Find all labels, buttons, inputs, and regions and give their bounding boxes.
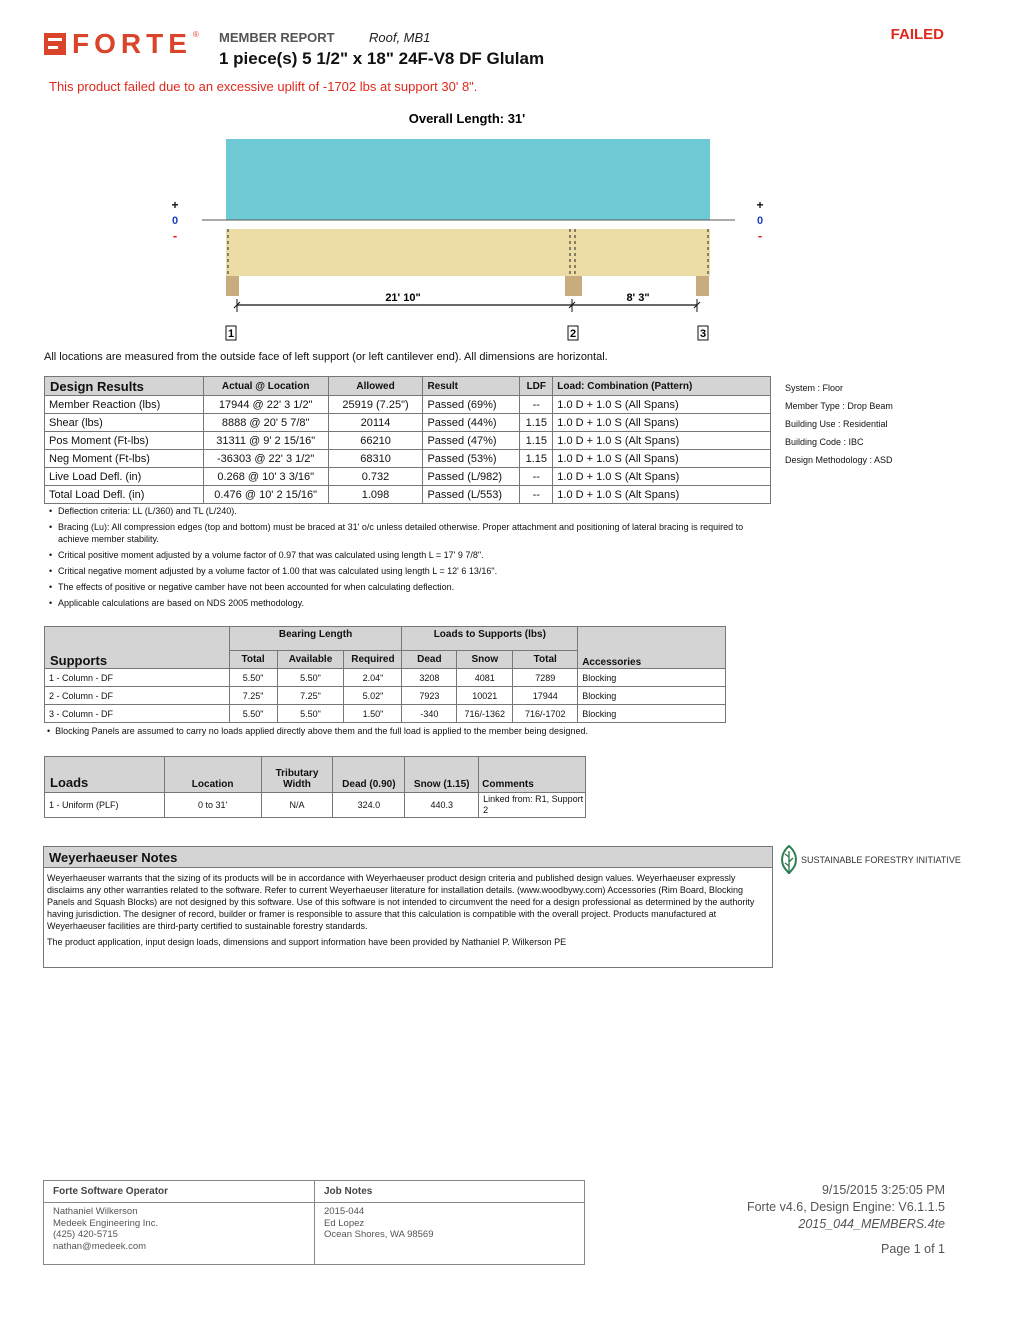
table-cell: Neg Moment (Ft-lbs): [45, 450, 204, 468]
table-cell: 66210: [328, 432, 423, 450]
span-2-length: 8' 3": [626, 292, 650, 304]
supports-table: [44, 626, 726, 723]
table-cell: 4081: [457, 669, 513, 687]
table-row: [45, 669, 726, 687]
table-cell: Pos Moment (Ft-lbs): [45, 432, 204, 450]
blocking-note-text: Blocking Panels are assumed to carry no loads applied directly above them and the full load is applied to the member being designed.: [55, 726, 588, 736]
design-notes-list: [44, 505, 774, 613]
table-row: [45, 793, 586, 818]
table-cell: 68310: [328, 450, 423, 468]
list-item: • Applicable calculations are based on NDS 2005 methodology.: [44, 597, 774, 609]
table-cell: -340: [402, 705, 457, 723]
left-plus-sign: +: [171, 198, 179, 212]
table-row: [45, 687, 726, 705]
table-cell: Blocking: [578, 705, 726, 723]
column-header: Location: [164, 757, 261, 793]
table-cell: Live Load Defl. (in): [45, 468, 204, 486]
table-cell: 0.476 @ 10' 2 15/16": [203, 486, 328, 504]
table-cell: 8888 @ 20' 5 7/8": [203, 414, 328, 432]
table-cell: 20114: [328, 414, 423, 432]
operator-details: [44, 1203, 314, 1255]
right-plus-sign: +: [756, 198, 764, 212]
column-header: Total: [229, 651, 277, 669]
software-version: Forte v4.6, Design Engine: V6.1.1.5: [746, 1200, 945, 1214]
bearing-length-group: Bearing Length: [229, 627, 402, 651]
table-cell: 25919 (7.25"): [328, 396, 423, 414]
table-cell: 2.04": [344, 669, 402, 687]
column-header: Snow (1.15): [405, 757, 479, 793]
page-number: Page 1 of 1: [881, 1242, 945, 1256]
table-cell: 1.15: [520, 450, 553, 468]
member-info-panel: [785, 379, 893, 469]
building-use-info: Building Use : Residential: [785, 419, 888, 429]
table-cell: 1.15: [520, 414, 553, 432]
column-header: Actual @ Location: [203, 377, 328, 396]
table-cell: 7289: [513, 669, 578, 687]
table-cell: 3208: [402, 669, 457, 687]
forte-logo-icon: [44, 33, 66, 55]
job-number: 2015-044: [324, 1206, 365, 1217]
table-row: [45, 705, 726, 723]
leaf-icon: [780, 845, 798, 875]
support-1-label: 1: [227, 328, 235, 340]
right-minus-sign: -: [757, 228, 763, 243]
column-header: Snow: [457, 651, 513, 669]
job-client: Ed Lopez: [324, 1217, 365, 1229]
table-cell: 3 - Column - DF: [45, 705, 230, 723]
column-header: Required: [344, 651, 402, 669]
column-header: Available: [277, 651, 344, 669]
operator-phone: (425) 420-5715: [53, 1229, 118, 1240]
table-cell: Passed (47%): [423, 432, 520, 450]
table-cell: Passed (69%): [423, 396, 520, 414]
table-header-row: [45, 757, 586, 793]
location-note: All locations are measured from the outside face of left support (or left cantilever end). All dimensions are horizontal.: [44, 351, 608, 363]
table-cell: Shear (lbs): [45, 414, 204, 432]
report-subtitle: Roof, MB1: [369, 30, 431, 45]
column-header: Dead (0.90): [333, 757, 405, 793]
job-notes-title: Job Notes: [315, 1181, 584, 1203]
table-cell: Blocking: [578, 687, 726, 705]
left-minus-sign: -: [172, 228, 178, 243]
operator-name: Nathaniel Wilkerson: [53, 1206, 138, 1217]
table-cell: -36303 @ 22' 3 1/2": [203, 450, 328, 468]
table-row: [45, 414, 771, 432]
member-type-info: Member Type : Drop Beam: [785, 401, 893, 411]
table-cell: --: [520, 396, 553, 414]
column-header: Load: Combination (Pattern): [553, 377, 771, 396]
sfi-text: SUSTAINABLE FORESTRY INITIATIVE: [801, 855, 961, 865]
table-cell: 5.50": [229, 705, 277, 723]
weyerhaeuser-notes-title: Weyerhaeuser Notes: [44, 847, 772, 868]
design-results-title: Design Results: [45, 377, 204, 396]
support-3-label: 3: [699, 328, 707, 340]
report-label: MEMBER REPORT: [219, 30, 335, 45]
sfi-logo: [780, 845, 961, 875]
table-cell: Member Reaction (lbs): [45, 396, 204, 414]
table-cell: 5.50": [277, 669, 344, 687]
table-cell: 2 - Column - DF: [45, 687, 230, 705]
weyerhaeuser-provider-text: The product application, input design loads, dimensions and support information have been provided by Nathaniel P. Wilkerson PE: [47, 937, 567, 947]
table-cell: 1 - Column - DF: [45, 669, 230, 687]
list-item: • Critical positive moment adjusted by a volume factor of 0.97 that was calculated using length L = 17' 9 7/8".: [44, 549, 774, 561]
table-cell: 324.0: [333, 793, 405, 818]
table-cell: --: [520, 486, 553, 504]
weyerhaeuser-warranty-text: Weyerhaeuser warrants that the sizing of its products will be in accordance with Weyerhaeuser product design criteria and published design values. Weyerhaeuser expressly disclaims any other warranties related to the software. Refer to current Weyerhaeuser literature for installation details. (www.woodbywy.com) Accessories (Rim Board, Blocking Panels and Squash Blocks) are not designed by this software. Use of this software is not intended to circumvent the need for a design professional as determined by the authority having jurisdiction. The designer of record, builder or framer is responsible to assure that this calculation is compatible with the overall project. Products manufactured at Weyerhaeuser facilities are third-party certified to sustainable forestry standards.: [47, 873, 755, 931]
table-cell: 1 - Uniform (PLF): [45, 793, 165, 818]
column-header: LDF: [520, 377, 553, 396]
list-item: • Critical negative moment adjusted by a volume factor of 1.00 that was calculated using length L = 12' 6 13/16".: [44, 565, 774, 577]
table-cell: 1.0 D + 1.0 S (All Spans): [553, 414, 771, 432]
table-row: [45, 486, 771, 504]
column-header: Comments: [479, 757, 586, 793]
column-header: Dead: [402, 651, 457, 669]
table-cell: Total Load Defl. (in): [45, 486, 204, 504]
column-header: Allowed: [328, 377, 423, 396]
support-3-post: [696, 276, 709, 296]
status-badge: FAILED: [890, 26, 944, 43]
column-header: Accessories: [578, 627, 726, 669]
table-row: [45, 396, 771, 414]
list-item: • Deflection criteria: LL (L/360) and TL (L/240).: [44, 505, 774, 517]
loads-table: [44, 756, 586, 818]
column-header: Tributary Width: [261, 757, 333, 793]
forte-logo: [44, 30, 204, 58]
logo-text: FORTE: [72, 28, 192, 59]
table-cell: 7923: [402, 687, 457, 705]
table-cell: 31311 @ 9' 2 15/16": [203, 432, 328, 450]
job-notes-column: [314, 1181, 584, 1264]
table-row: [45, 450, 771, 468]
registered-mark: ®: [192, 30, 199, 39]
loads-to-supports-group: Loads to Supports (lbs): [402, 627, 578, 651]
report-meta: [747, 1182, 945, 1233]
table-cell: 716/-1702: [513, 705, 578, 723]
weyerhaeuser-notes-body: [44, 868, 772, 952]
table-cell: 1.0 D + 1.0 S (Alt Spans): [553, 468, 771, 486]
table-cell: 0 to 31': [164, 793, 261, 818]
operator-email: nathan@medeek.com: [53, 1240, 147, 1252]
table-cell: --: [520, 468, 553, 486]
support-2-post: [565, 276, 582, 296]
weyerhaeuser-notes: [43, 846, 773, 968]
project-filename: 2015_044_MEMBERS.4te: [798, 1217, 945, 1231]
table-cell: 1.0 D + 1.0 S (Alt Spans): [553, 486, 771, 504]
table-cell: 0.268 @ 10' 3 3/16": [203, 468, 328, 486]
failure-message: This product failed due to an excessive uplift of -1702 lbs at support 30' 8".: [49, 79, 478, 94]
table-cell: N/A: [261, 793, 333, 818]
table-cell: Passed (53%): [423, 450, 520, 468]
job-location: Ocean Shores, WA 98569: [324, 1229, 434, 1240]
footer-info-box: [43, 1180, 585, 1265]
table-cell: 1.50": [344, 705, 402, 723]
table-cell: 5.50": [229, 669, 277, 687]
table-cell: 7.25": [277, 687, 344, 705]
table-cell: 7.25": [229, 687, 277, 705]
table-cell: 5.02": [344, 687, 402, 705]
beam-diagram: [160, 108, 780, 346]
table-cell: Blocking: [578, 669, 726, 687]
table-cell: Linked from: R1, Support 2: [479, 793, 586, 818]
product-title: 1 piece(s) 5 1/2" x 18" 24F-V8 DF Glulam: [219, 49, 545, 68]
table-cell: Passed (L/982): [423, 468, 520, 486]
building-code-info: Building Code : IBC: [785, 437, 864, 447]
column-header: Total: [513, 651, 578, 669]
table-cell: Passed (L/553): [423, 486, 520, 504]
table-cell: 0.732: [328, 468, 423, 486]
uniform-load-area: [226, 139, 710, 220]
span-1-length: 21' 10": [385, 292, 421, 304]
support-2-label: 2: [569, 328, 577, 340]
supports-title: Supports: [45, 627, 230, 669]
system-info: System : Floor: [785, 383, 844, 393]
list-item: • Bracing (Lu): All compression edges (top and bottom) must be braced at 31' o/c unless detailed otherwise. Proper attachment and positioning of lateral bracing is required to achieve member stability.: [44, 521, 774, 545]
operator-column: [44, 1181, 314, 1264]
table-cell: 1.0 D + 1.0 S (Alt Spans): [553, 432, 771, 450]
column-header: Result: [423, 377, 520, 396]
table-header-row: [45, 377, 771, 396]
table-header-row: [45, 627, 726, 651]
operator-company: Medeek Engineering Inc.: [53, 1217, 159, 1229]
table-cell: 1.15: [520, 432, 553, 450]
support-1-post: [226, 276, 239, 296]
list-item: • The effects of positive or negative camber have not been accounted for when calculating deflection.: [44, 581, 774, 593]
table-cell: 17944: [513, 687, 578, 705]
loads-title: Loads: [45, 757, 165, 793]
operator-title: Forte Software Operator: [44, 1181, 314, 1203]
table-cell: 10021: [457, 687, 513, 705]
job-notes-details: [315, 1203, 584, 1244]
right-zero-sign: 0: [756, 215, 764, 227]
table-row: [45, 432, 771, 450]
table-cell: 440.3: [405, 793, 479, 818]
beam-body: [226, 229, 710, 276]
blocking-note: • Blocking Panels are assumed to carry no loads applied directly above them and the full load is applied to the member being designed.: [47, 726, 588, 736]
report-timestamp: 9/15/2015 3:25:05 PM: [821, 1183, 945, 1197]
table-cell: 17944 @ 22' 3 1/2": [203, 396, 328, 414]
table-cell: 1.0 D + 1.0 S (All Spans): [553, 450, 771, 468]
table-cell: Passed (44%): [423, 414, 520, 432]
table-cell: 716/-1362: [457, 705, 513, 723]
overall-length-label: Overall Length: 31': [408, 111, 526, 126]
design-methodology-info: Design Methodology : ASD: [785, 455, 893, 465]
left-zero-sign: 0: [171, 215, 179, 227]
table-cell: 5.50": [277, 705, 344, 723]
table-row: [45, 468, 771, 486]
design-results-table: [44, 376, 771, 504]
table-cell: 1.098: [328, 486, 423, 504]
table-cell: 1.0 D + 1.0 S (All Spans): [553, 396, 771, 414]
